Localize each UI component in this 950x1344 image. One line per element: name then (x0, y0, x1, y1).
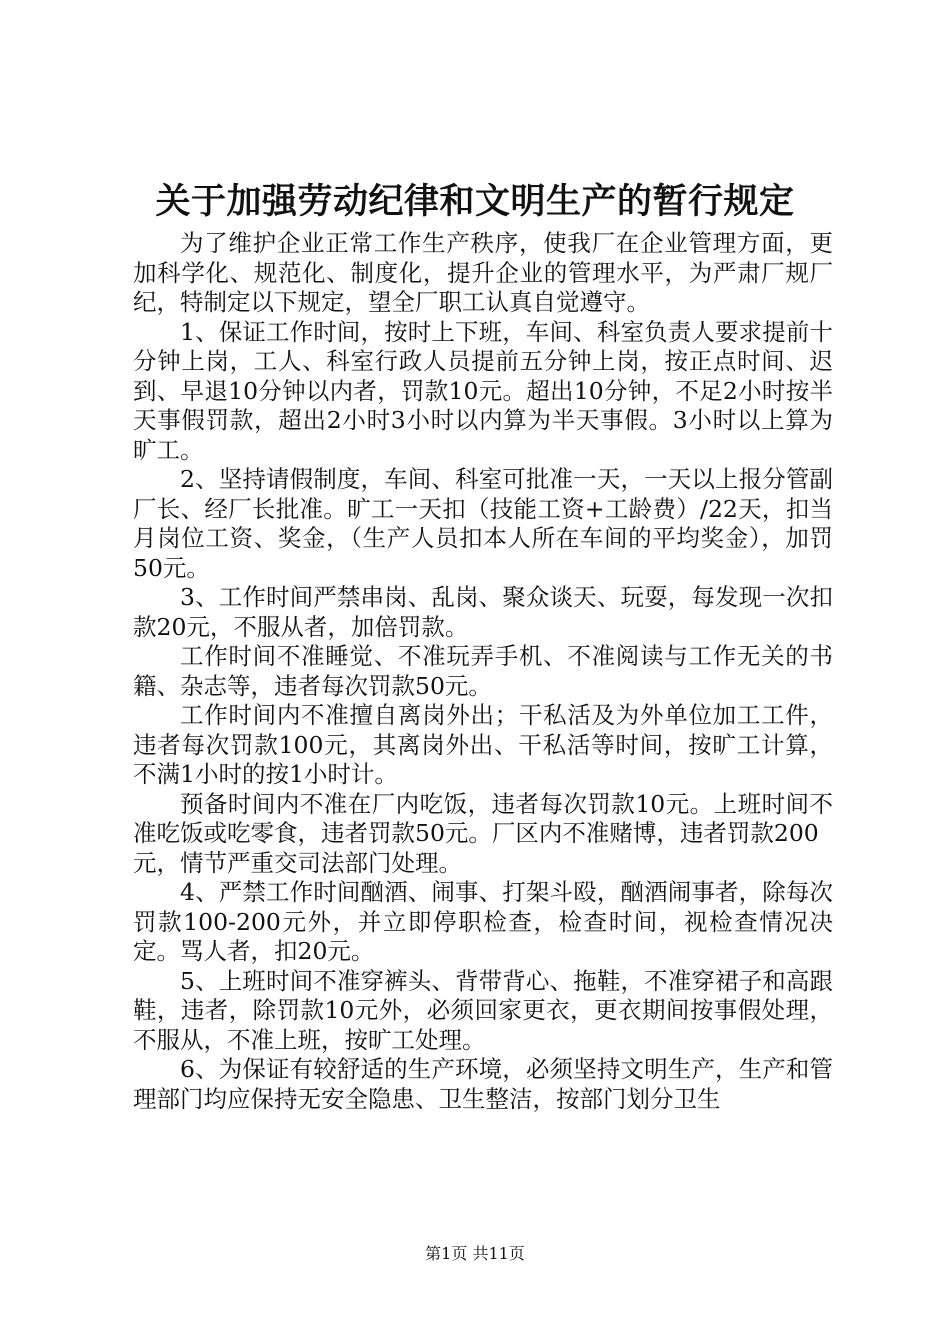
paragraph-intro: 为了维护企业正常工作生产秩序，使我厂在企业管理方面，更加科学化、规范化、制度化，提升企业的管理水平，为严肃厂规厂纪，特制定以下规定，望全厂职工认真自觉遵守。 (133, 229, 833, 316)
document-body (133, 229, 833, 1114)
paragraph-rule-3-eating: 预备时间内不准在厂内吃饭，违者每次罚款10元。上班时间不准吃饭或吃零食，违者罚款50元。厂区内不准赌博，违者罚款200 (133, 789, 833, 847)
paragraph-rule-3: 3、工作时间严禁串岗、乱岗、聚众谈天、玩耍，每发现一次扣款20元，不服从者，加倍罚款。 (133, 583, 833, 641)
paragraph-rule-6: 6、为保证有较舒适的生产环境，必须坚持文明生产，生产和管理部门均应保持无安全隐患、卫生整洁，按部门划分卫生 (133, 1055, 833, 1113)
paragraph-rule-4: 4、严禁工作时间酗酒、闹事、打架斗殴，酗酒闹事者，除每次罚款100-200元外，并立即停职检查，检查时间，视检查情况决定。骂人者，扣20元。 (133, 878, 833, 965)
paragraph-rule-2: 2、坚持请假制度，车间、科室可批准一天，一天以上报分管副厂长、经厂长批准。旷工一天扣（技能工资+工龄费）/22天，扣当月岗位工资、奖金，（生产人员扣本人所在车间的平均奖金），加罚50元。 (133, 465, 833, 582)
paragraph-rule-3-sleep: 工作时间不准睡觉、不准玩弄手机、不准阅读与工作无关的书籍、杂志等，违者每次罚款50元。 (133, 642, 833, 700)
paragraph-rule-5: 5、上班时间不准穿裤头、背带背心、拖鞋，不准穿裙子和高跟鞋，违者，除罚款10元外，必须回家更衣，更衣期间按事假处理，不服从，不准上班，按旷工处理。 (133, 966, 833, 1054)
paragraph-rule-3-leave: 工作时间内不准擅自离岗外出；干私活及为外单位加工工件，违者每次罚款100元，其离岗外出、干私活等时间，按旷工计算，不满1小时的按1小时计。 (133, 701, 833, 788)
paragraph-rule-3-continuation: 元，情节严重交司法部门处理。 (133, 848, 462, 877)
page-number-footer: 第1页 共11页 (425, 1244, 525, 1263)
document-title: 关于加强劳动纪律和文明生产的暂行规定 (155, 181, 795, 222)
paragraph-rule-1: 1、保证工作时间，按时上下班，车间、科室负责人要求提前十分钟上岗，工人、科室行政人员提前五分钟上岗，按正点时间、迟到、早退10分钟以内者，罚款10元。超出10分钟，不足2小时按半天事假罚款，超出2小时3小时以内算为半天事假。3小时以上算为旷工。 (133, 317, 833, 464)
